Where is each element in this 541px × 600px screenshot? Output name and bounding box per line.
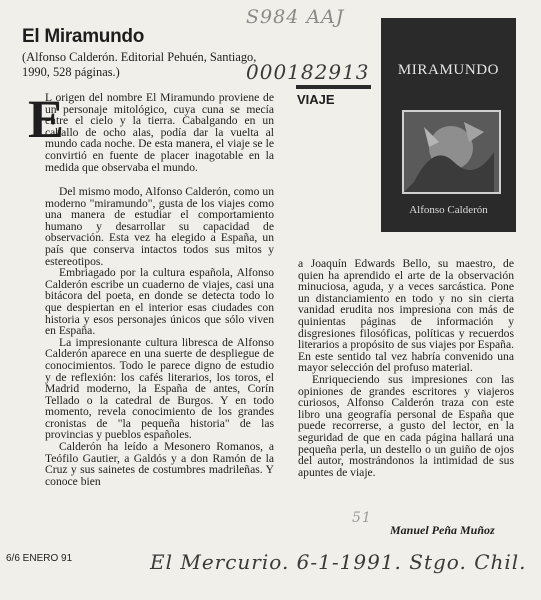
- author-byline: Manuel Peña Muñoz: [390, 523, 495, 537]
- left-column-intro: [45, 92, 274, 173]
- paragraph-3: Embriagado por la cultura española, Alfonso Calderón escribe un cuaderno de viajes, casi una bitácora del poeta, en donde se detecta todo lo que despiertan en el interior esas ciudades con historia y esos personajes únicos que sólo viven en España.: [45, 266, 274, 338]
- book-cover-author: Alfonso Calderón: [409, 204, 488, 216]
- left-column-body: [45, 186, 274, 487]
- paragraph-2: Del mismo modo, Alfonso Calderón, como un moderno "miramundo", gusta de los viajes como una manera de estudiar el comportamiento humano y desarrollar su capacidad de observación. Esta vez ha elegido a España, un país que conserva intactos todos sus mitos y estereotipos.: [45, 185, 274, 268]
- paragraph-7: Enriqueciendo sus impresiones con las opiniones de grandes escritores y viajeros curiosos, Alfonso Calderón traza con este libro una geografía personal de España que puede recorrerse, a gusto del lector, en la seguridad de que en cada página hallará una pequeña perla, un destello o un guiño de ojos del autor, mostrándonos la intimidad de sus apuntes de viaje.: [298, 372, 514, 479]
- section-rule: [296, 85, 371, 89]
- handwritten-mark: 51: [352, 510, 372, 526]
- book-cover-title: MIRAMUNDO: [397, 62, 500, 78]
- print-dateline: 6/6 ENERO 91: [6, 553, 73, 564]
- paragraph-6: a Joaquín Edwards Bello, su maestro, de quien ha aprendido el arte de la observación minuciosa, aguda, y a veces sarcástica. Pone un distanciamiento en todo y no sin cierta vanidad erudita nos impresiona con más de quinientas páginas de información y disgresiones filosóficas, políticas y recuerdos literarios a propósito de sus viajes por España. En este sentido tal vez habría convenido una mayor selección del profuso material.: [298, 257, 514, 375]
- paragraph-4: La impresionante cultura libresca de Alfonso Calderón aparece en una suerte de despliegue de conocimientos. Todo le parece digno de estudio y de reflexión: los cafés literarios, los toros, el Madrid moderno, la España de antes, Corín Tellado o la catedral de Burgos. Y en todo momento, revela conocimiento de los grandes cronistas de "la pequeña historia" de las provincias y pueblos españoles.: [45, 335, 274, 442]
- right-column-body: [298, 258, 514, 478]
- article-title: El Miramundo: [22, 26, 145, 47]
- handwritten-source-note: El Mercurio. 6-1-1991. Stgo. Chil.: [150, 550, 527, 574]
- drop-cap: E: [28, 89, 65, 149]
- paragraph-1: L origen del nombre El Miramundo proviene de un personaje mitológico, cuya cuna se mecía entre el cielo y la tierra. Cabalgando en un caballo de ocho alas, podía dar la vuelta al mundo cada noche. De esta manera, el viaje se le convirtió en fuente de placer inagotable en la medida que observaba el mundo.: [45, 91, 274, 174]
- handwritten-id-number: 000182913: [246, 60, 370, 84]
- paragraph-5: Calderón ha leído a Mesonero Romanos, a Teófilo Gautier, a Galdós y a don Ramón de la Cruz y sus sainetes de costumbres madrileñas. Y conoce bien: [45, 440, 274, 488]
- section-label: VIAJE: [297, 92, 335, 107]
- bibliographic-note: (Alfonso Calderón. Editorial Pehuén, Santiago, 1990, 528 páginas.): [22, 50, 257, 79]
- handwritten-code: S984 AAJ: [246, 6, 345, 28]
- book-cover-illustration: [402, 110, 501, 194]
